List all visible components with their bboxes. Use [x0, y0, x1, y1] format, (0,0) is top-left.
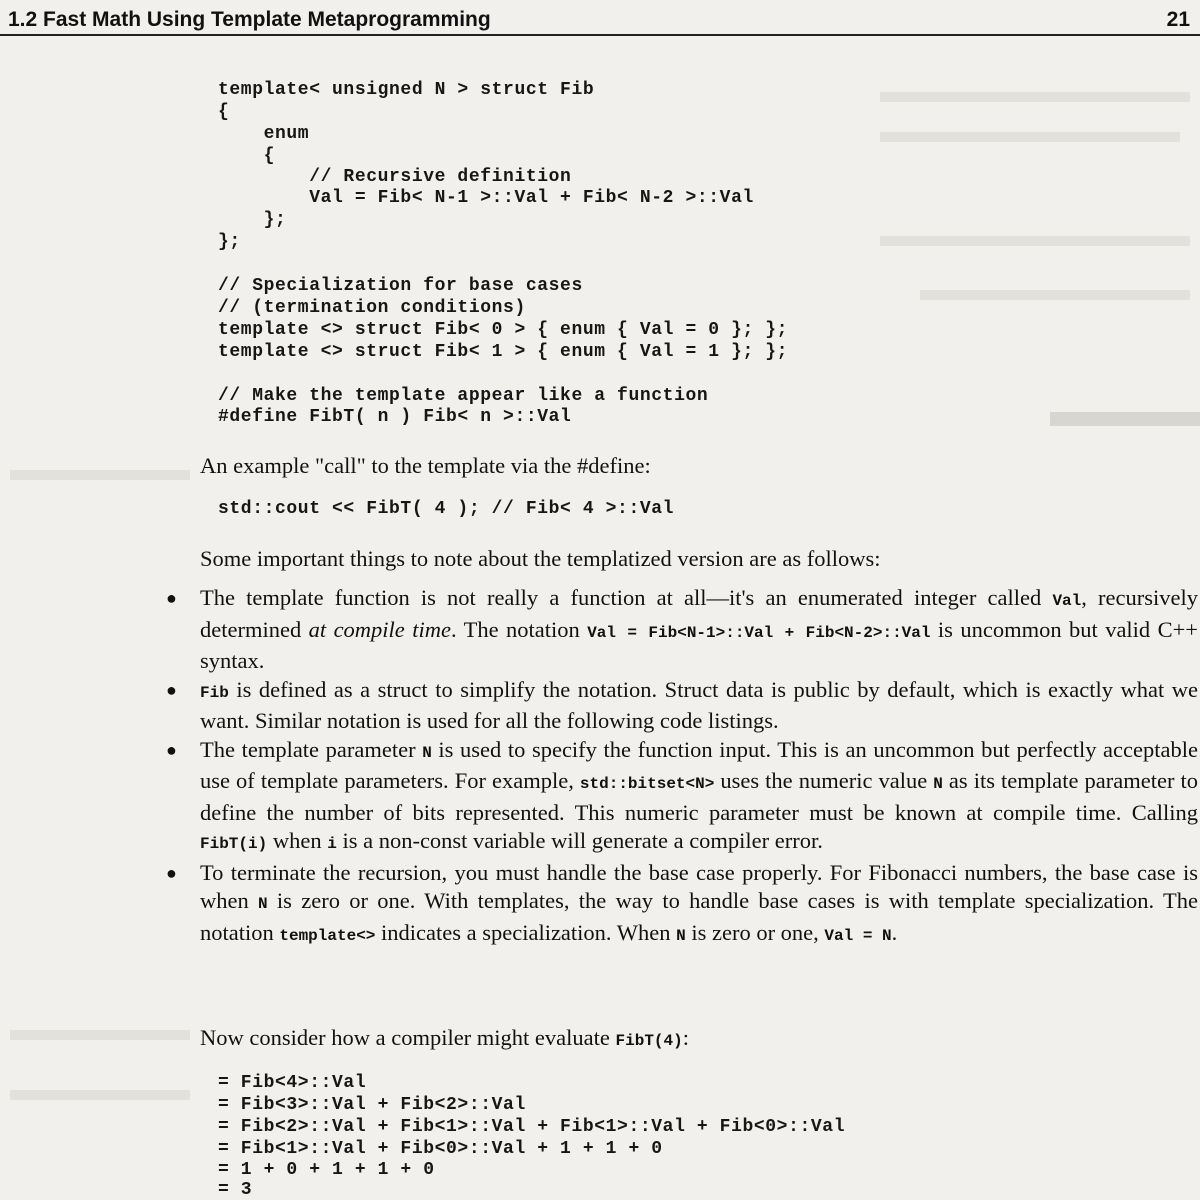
- paragraph-example: An example "call" to the template via the #define:: [200, 453, 651, 478]
- code-line: enum: [218, 124, 310, 144]
- code-line: {: [218, 102, 230, 122]
- code-line: // (termination conditions): [218, 298, 526, 318]
- code-line: template <> struct Fib< 1 > { enum { Val = 1 }; };: [218, 342, 789, 362]
- code-line: = Fib<1>::Val + Fib<0>::Val + 1 + 1 + 0: [218, 1139, 663, 1159]
- page-number: 21: [1166, 8, 1190, 31]
- paragraph-notes: Some important things to note about the templatized version are as follows:: [200, 546, 881, 571]
- bullet-icon: ●: [166, 588, 177, 608]
- code-line: };: [218, 232, 241, 252]
- bullet-icon: ●: [166, 679, 177, 700]
- notes-list: [166, 584, 1198, 950]
- list-item: ● Fib is defined as a struct to simplify the notation. Struct data is public by default, which is exactly what we want. Similar notation is used for all the following code listings.: [166, 676, 1198, 733]
- code-line: // Recursive definition: [218, 167, 572, 187]
- code-line: // Make the template appear like a function: [218, 386, 709, 406]
- code-line: = Fib<3>::Val + Fib<2>::Val: [218, 1095, 526, 1115]
- code-line: = 1 + 0 + 1 + 1 + 0: [218, 1160, 435, 1180]
- list-item: ● The template parameter N is used to specify the function input. This is an uncommon but perfectly acceptable use of template parameters. For example, std::bitset<N> uses the numeric value N as its template parameter to define the number of bits represented. This numeric parameter must be known at compile time. Calling FibT(i) when i is a non-const variable will generate a compiler error.: [166, 736, 1198, 853]
- list-item: ● To terminate the recursion, you must handle the base case properly. For Fibonacci numbers, the base case is when N is zero or one. With templates, the way to handle base cases is with template specialization. The notation template<> indicates a specialization. When N is zero or one, Val = N.: [166, 859, 1198, 945]
- section-title: 1.2 Fast Math Using Template Metaprogramming: [8, 8, 491, 31]
- code-line: // Specialization for base cases: [218, 276, 583, 296]
- code-line: = Fib<4>::Val: [218, 1073, 367, 1093]
- list-item: ● The template function is not really a function at all—it's an enumerated integer called Val, recursively determined at compile time. The notation Val = Fib<N-1>::Val + Fib<N-2>::Val is uncommon but valid C++ syntax.: [166, 585, 1198, 673]
- code-line: Val = Fib< N-1 >::Val + Fib< N-2 >::Val: [218, 188, 754, 208]
- paragraph-consider: Now consider how a compiler might evaluate FibT(4):: [200, 1025, 689, 1050]
- code-call-line: std::cout << FibT( 4 ); // Fib< 4 >::Val: [218, 499, 675, 519]
- code-line: template <> struct Fib< 0 > { enum { Val = 0 }; };: [218, 320, 789, 340]
- code-line: {: [218, 146, 276, 166]
- bullet-icon: ●: [166, 739, 177, 760]
- header-rule: [0, 34, 1200, 36]
- code-line: #define FibT( n ) Fib< n >::Val: [218, 407, 572, 427]
- code-line: template< unsigned N > struct Fib: [218, 80, 595, 100]
- code-line: = 3: [218, 1180, 253, 1200]
- code-line: };: [218, 210, 287, 230]
- bullet-icon: ●: [166, 862, 177, 883]
- running-header: [8, 4, 1192, 34]
- code-line: = Fib<2>::Val + Fib<1>::Val + Fib<1>::Val + Fib<0>::Val: [218, 1117, 846, 1137]
